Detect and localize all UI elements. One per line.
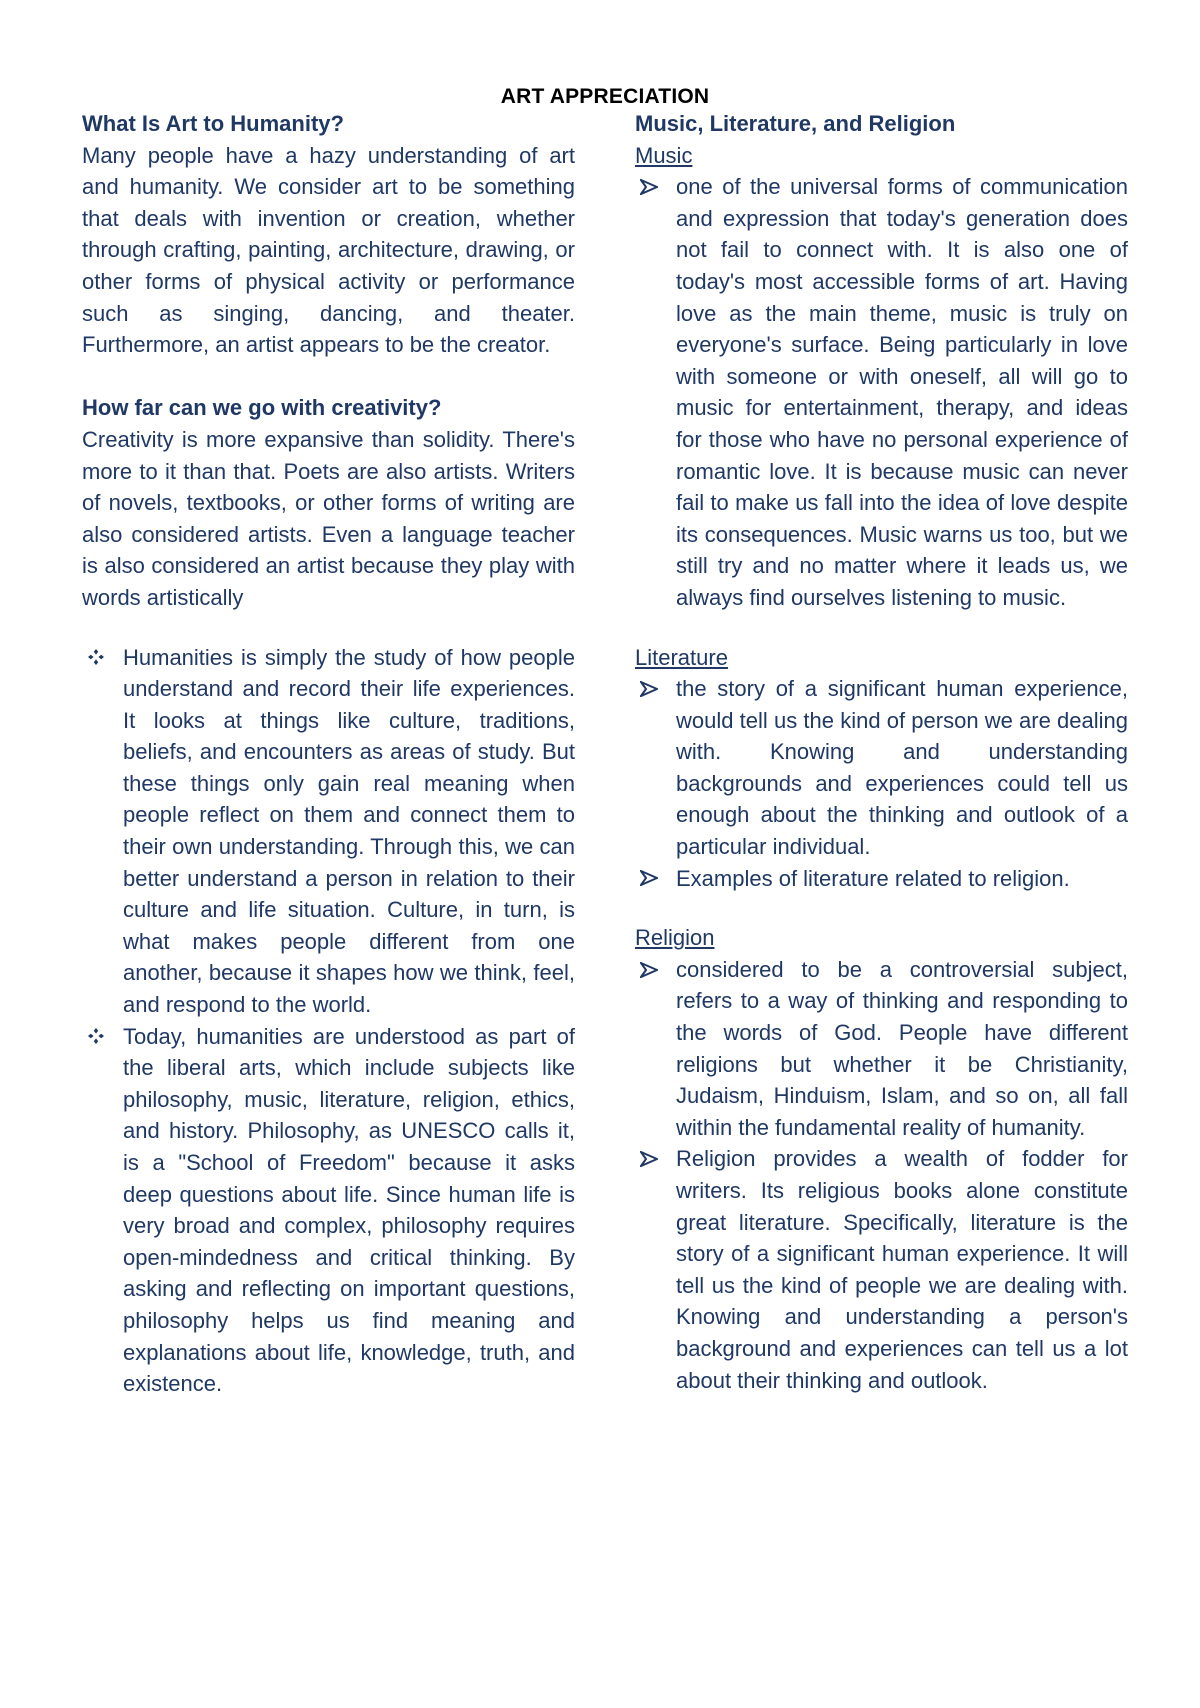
two-column-layout <box>82 108 1128 1400</box>
subheading-religion: Religion <box>635 925 715 951</box>
list-item <box>635 1143 1128 1396</box>
paragraph-creativity: Creativity is more expansive than solidity. There's more to it than that. Poets are also artists. Writers of novels, textbooks, or other forms of writing are also considered artists. Even a language teacher is also considered an artist because they play with words artistically <box>82 426 575 610</box>
list-item <box>635 954 1128 1144</box>
subheading-music: Music <box>635 142 693 168</box>
bullet-text: Today, humanities are understood as part of the liberal arts, which include subjects like philosophy, music, literature, religion, ethics, and history. Philosophy, as UNESCO calls it, is a "School of Freedom" because it asks deep questions about life. Since human life is very broad and complex, philosophy requires open-mindedness and critical thinking. By asking and reflecting on important questions, philosophy helps us find meaning and explanations about life, knowledge, truth, and existence. <box>123 1023 575 1397</box>
bullet-text: Humanities is simply the study of how people understand and record their life experiences. It looks at things like culture, traditions, beliefs, and encounters as areas of study. But these things only gain real meaning when people reflect on them and connect them to their own understanding. Through this, we can better understand a person in relation to their culture and life situation. Culture, in turn, is what makes people different from one another, because it shapes how we think, feel, and respond to the world. <box>123 644 575 1018</box>
subheading-literature: Literature <box>635 644 728 670</box>
bullet-text: the story of a significant human experience, would tell us the kind of person we are dealing with. Knowing and understanding backgrounds and experiences could tell us enough about the thinking and outlook of a particular individual. <box>676 676 1128 860</box>
bullet-text: considered to be a controversial subject, refers to a way of thinking and responding to the words of God. People have different religions but whether it be Christianity, Judaism, Hinduism, Islam, and so on, all fall within the fundamental reality of humanity. <box>676 956 1128 1140</box>
list-item <box>635 863 1128 895</box>
paragraph-what-is-art: Many people have a hazy understanding of art and humanity. We consider art to be something that deals with invention or creation, whether through crafting, painting, architecture, drawing, or other forms of physical activity or performance such as singing, dancing, and theater. Furthermore, an artist appears to be the creator. <box>82 142 575 358</box>
document-title: ART APPRECIATION <box>500 85 710 108</box>
bullet-text: Religion provides a wealth of fodder for writers. Its religious books alone constitute great literature. Specifically, literature is the story of a significant human experience. It will tell us the kind of people we are dealing with. Knowing and understanding a person's background and experiences can tell us a lot about their thinking and outlook. <box>676 1146 1128 1393</box>
heading-what-is-art: What Is Art to Humanity? <box>82 111 344 136</box>
arrowhead-bullet-icon <box>637 954 661 986</box>
arrowhead-bullet-icon <box>637 1143 661 1175</box>
list-item <box>82 1021 575 1400</box>
four-diamond-bullet-icon <box>84 1021 108 1053</box>
list-item <box>635 171 1128 613</box>
four-diamond-bullet-icon <box>84 642 108 674</box>
arrowhead-bullet-icon <box>637 171 661 203</box>
music-bullet-list <box>635 171 1128 613</box>
arrowhead-bullet-icon <box>637 863 661 895</box>
bullet-text: one of the universal forms of communication and expression that today's generation does not fail to connect with. It is also one of today's most accessible forms of art. Having love as the main theme, music is truly on everyone's surface. Being particularly in love with someone or with oneself, all will go to music for entertainment, therapy, and ideas for those who have no personal experience of romantic love. It is because music can never fail to make us fall into the idea of love despite its consequences. Music warns us too, but we still try and no matter where it leads us, we always find ourselves listening to music. <box>676 174 1128 610</box>
spacer <box>635 614 1128 642</box>
list-item <box>635 673 1128 863</box>
bullet-text: Examples of literature related to religion. <box>676 865 1070 891</box>
spacer <box>82 361 575 393</box>
humanities-bullet-list <box>82 642 575 1400</box>
heading-music-literature-religion: Music, Literature, and Religion <box>635 111 956 136</box>
left-column <box>82 108 575 1400</box>
list-item <box>82 642 575 1021</box>
spacer <box>82 614 575 642</box>
religion-bullet-list <box>635 954 1128 1396</box>
heading-creativity: How far can we go with creativity? <box>82 395 442 421</box>
literature-bullet-list <box>635 673 1128 894</box>
arrowhead-bullet-icon <box>637 673 661 705</box>
right-column <box>635 108 1128 1400</box>
spacer <box>635 894 1128 922</box>
